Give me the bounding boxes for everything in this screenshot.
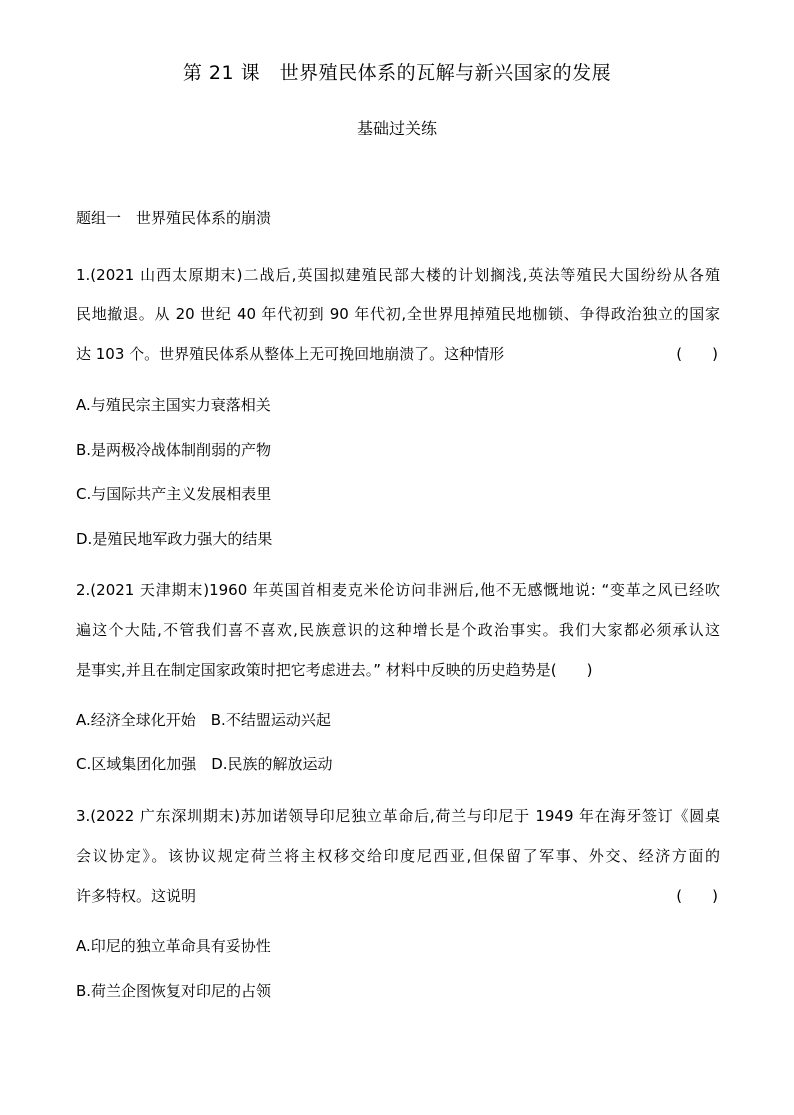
question-3-line-2: 会议协定》。该协议规定荷兰将主权移交给印度尼西亚,但保留了军事、外交、经济方面的 [76, 847, 720, 865]
question-3-answer-paren: ( ) [676, 887, 718, 905]
question-3-option-b: B.荷兰企图恢复对印尼的占领 [76, 982, 272, 1000]
question-2-line-3: 是事实,并且在制定国家政策时把它考虑进去。” 材料中反映的历史趋势是( ) [76, 661, 593, 679]
question-2-line-1: 2.(2021 天津期末)1960 年英国首相麦克米伦访问非洲后,他不无感慨地说: “变革之风已经吹 [76, 581, 720, 599]
question-1-line-2: 民地撤退。从 20 世纪 40 年代初到 90 年代初,全世界甩掉殖民地枷锁、争得政治独立的国家 [76, 305, 720, 323]
question-3-line-1: 3.(2022 广东深圳期末)苏加诺领导印尼独立革命后,荷兰与印尼于 1949 年在海牙签订《圆桌 [76, 807, 720, 825]
question-1-option-d: D.是殖民地军政力强大的结果 [76, 530, 273, 548]
question-3-line-3: 许多特权。这说明 [76, 887, 197, 905]
question-1-option-b: B.是两极冷战体制削弱的产物 [76, 441, 272, 459]
question-1-line-1: 1.(2021 山西太原期末)二战后,英国拟建殖民部大楼的计划搁浅,英法等殖民大国纷纷从各殖 [76, 266, 720, 284]
page-subtitle: 基础过关练 [356, 119, 437, 138]
question-2-options-row-2: C.区域集团化加强 D.民族的解放运动 [76, 755, 333, 773]
section-heading: 题组一 世界殖民体系的崩溃 [76, 209, 272, 227]
question-1-option-a: A.与殖民宗主国实力衰落相关 [76, 396, 271, 414]
question-2-options-row-1: A.经济全球化开始 B.不结盟运动兴起 [76, 711, 331, 729]
question-1-answer-paren: ( ) [676, 345, 718, 363]
question-1-option-c: C.与国际共产主义发展相表里 [76, 485, 272, 503]
page-title: 第 21 课 世界殖民体系的瓦解与新兴国家的发展 [182, 62, 612, 84]
question-2-line-2: 遍这个大陆,不管我们喜不喜欢,民族意识的这种增长是个政治事实。我们大家都必须承认这 [76, 621, 720, 639]
question-3-option-a: A.印尼的独立革命具有妥协性 [76, 937, 271, 955]
question-1-line-3: 达 103 个。世界殖民体系从整体上无可挽回地崩溃了。这种情形 [76, 345, 505, 363]
